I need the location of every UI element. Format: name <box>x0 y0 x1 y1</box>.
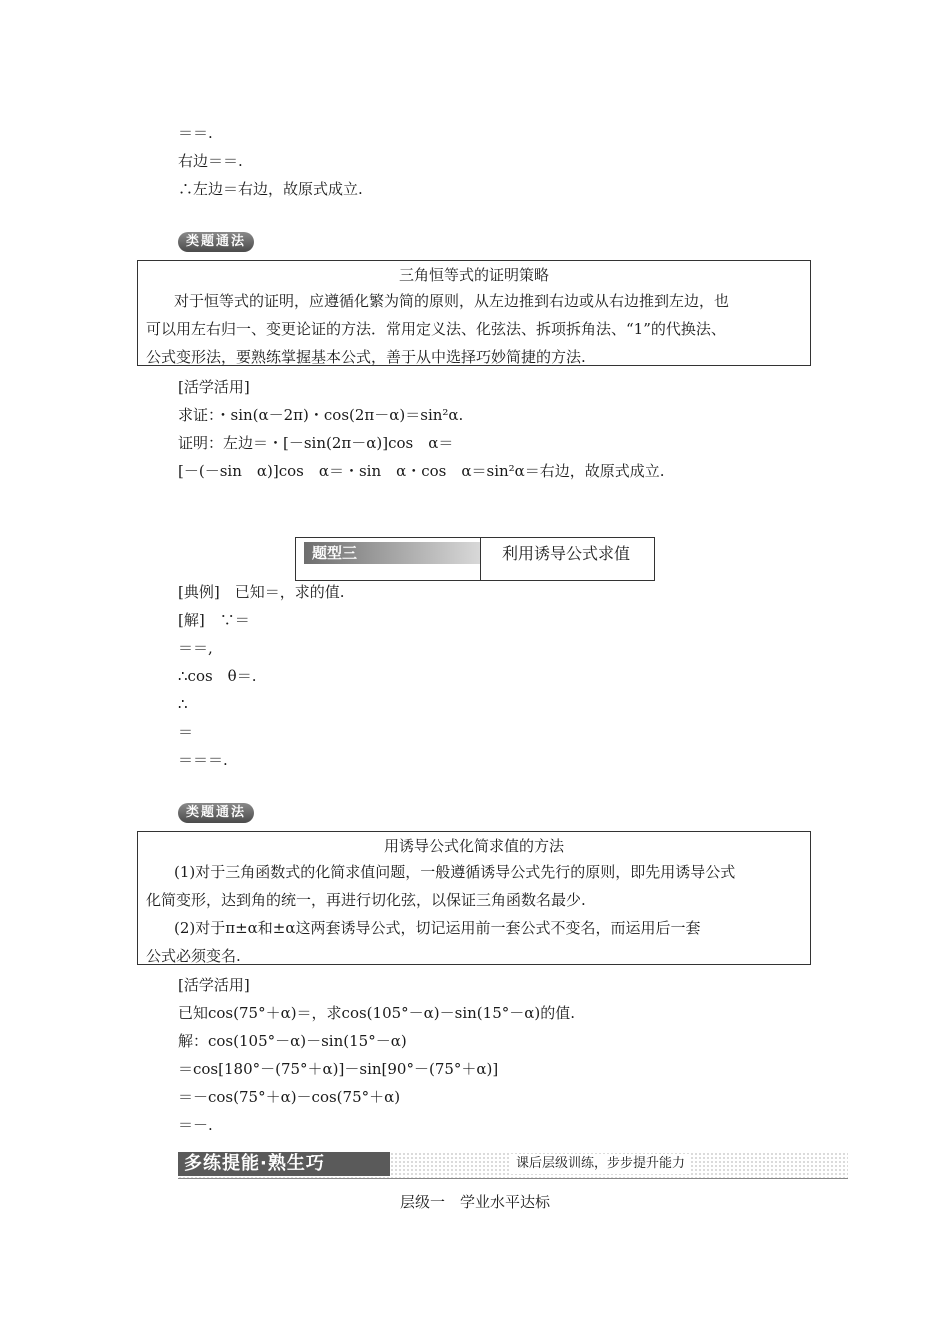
text-line: ＝－. <box>178 1116 213 1134</box>
box-text: 公式必须变名. <box>146 947 241 965</box>
method-box <box>137 831 811 965</box>
text-line: ＝ <box>178 723 194 741</box>
text-line: [典例] 已知＝，求的值. <box>178 583 345 601</box>
level-title: 层级一 学业水平达标 <box>399 1193 550 1211</box>
text-line: [－(－sin α)]cos α＝・sin α・cos α＝sin²α＝右边，故原式成立. <box>178 462 665 480</box>
banner-subtitle: 课后层级训练，步步提升能力 <box>510 1154 691 1174</box>
text-line: 已知cos(75°＋α)＝，求cos(105°－α)－sin(15°－α)的值. <box>178 1004 575 1022</box>
text-line: ＝＝＝. <box>178 751 228 769</box>
text-line: 求证：・sin(α－2π)・cos(2π－α)＝sin²α. <box>178 406 464 424</box>
box-text: (1)对于三角函数式的化简求值问题，一般遵循诱导公式先行的原则，即先用诱导公式 <box>174 863 736 881</box>
question-type-badge: 题型三 <box>304 542 480 564</box>
text-line: ＝＝. <box>178 124 213 142</box>
box-text: (2)对于π±α和±α这两套诱导公式，切记运用前一套公式不变名，而运用后一套 <box>174 919 701 937</box>
text-line: [解] ∵＝ <box>178 611 250 629</box>
practice-banner <box>178 1152 848 1179</box>
text-line: ∴ <box>178 695 188 713</box>
box-text: 可以用左右归一、变更论证的方法．常用定义法、化弦法、拆项拆角法、“1”的代换法、 <box>146 320 726 338</box>
text-line: [活学活用] <box>178 378 250 396</box>
box-text: 公式变形法，要熟练掌握基本公式，善于从中选择巧妙简捷的方法. <box>146 348 586 366</box>
text-line: ＝cos[180°－(75°＋α)]－sin[90°－(75°＋α)] <box>178 1060 499 1078</box>
banner-title: 多练提能·熟生巧 <box>178 1152 390 1176</box>
method-box <box>137 260 811 366</box>
text-line: ＝＝, <box>178 639 213 657</box>
question-type-header <box>295 537 655 581</box>
box-title: 用诱导公式化简求值的方法 <box>383 837 564 855</box>
box-text: 化简变形，达到角的统一，再进行切化弦，以保证三角函数名最少. <box>146 891 586 909</box>
question-type-label: 利用诱导公式求值 <box>502 544 631 563</box>
text-line: ∴cos θ＝. <box>178 667 257 685</box>
text-line: ∴左边＝右边，故原式成立. <box>178 180 363 198</box>
text-line: 解：cos(105°－α)－sin(15°－α) <box>178 1032 407 1050</box>
text-line: [活学活用] <box>178 976 250 994</box>
section-tag: 类题通法 <box>178 803 254 823</box>
box-title: 三角恒等式的证明策略 <box>398 266 549 284</box>
section-tag: 类题通法 <box>178 232 254 252</box>
text-line: 证明：左边＝・[－sin(2π－α)]cos α＝ <box>178 434 454 452</box>
text-line: 右边＝＝. <box>178 152 243 170</box>
divider <box>480 538 481 580</box>
box-text: 对于恒等式的证明，应遵循化繁为简的原则，从左边推到右边或从右边推到左边，也 <box>174 292 730 310</box>
text-line: ＝－cos(75°＋α)－cos(75°＋α) <box>178 1088 401 1106</box>
